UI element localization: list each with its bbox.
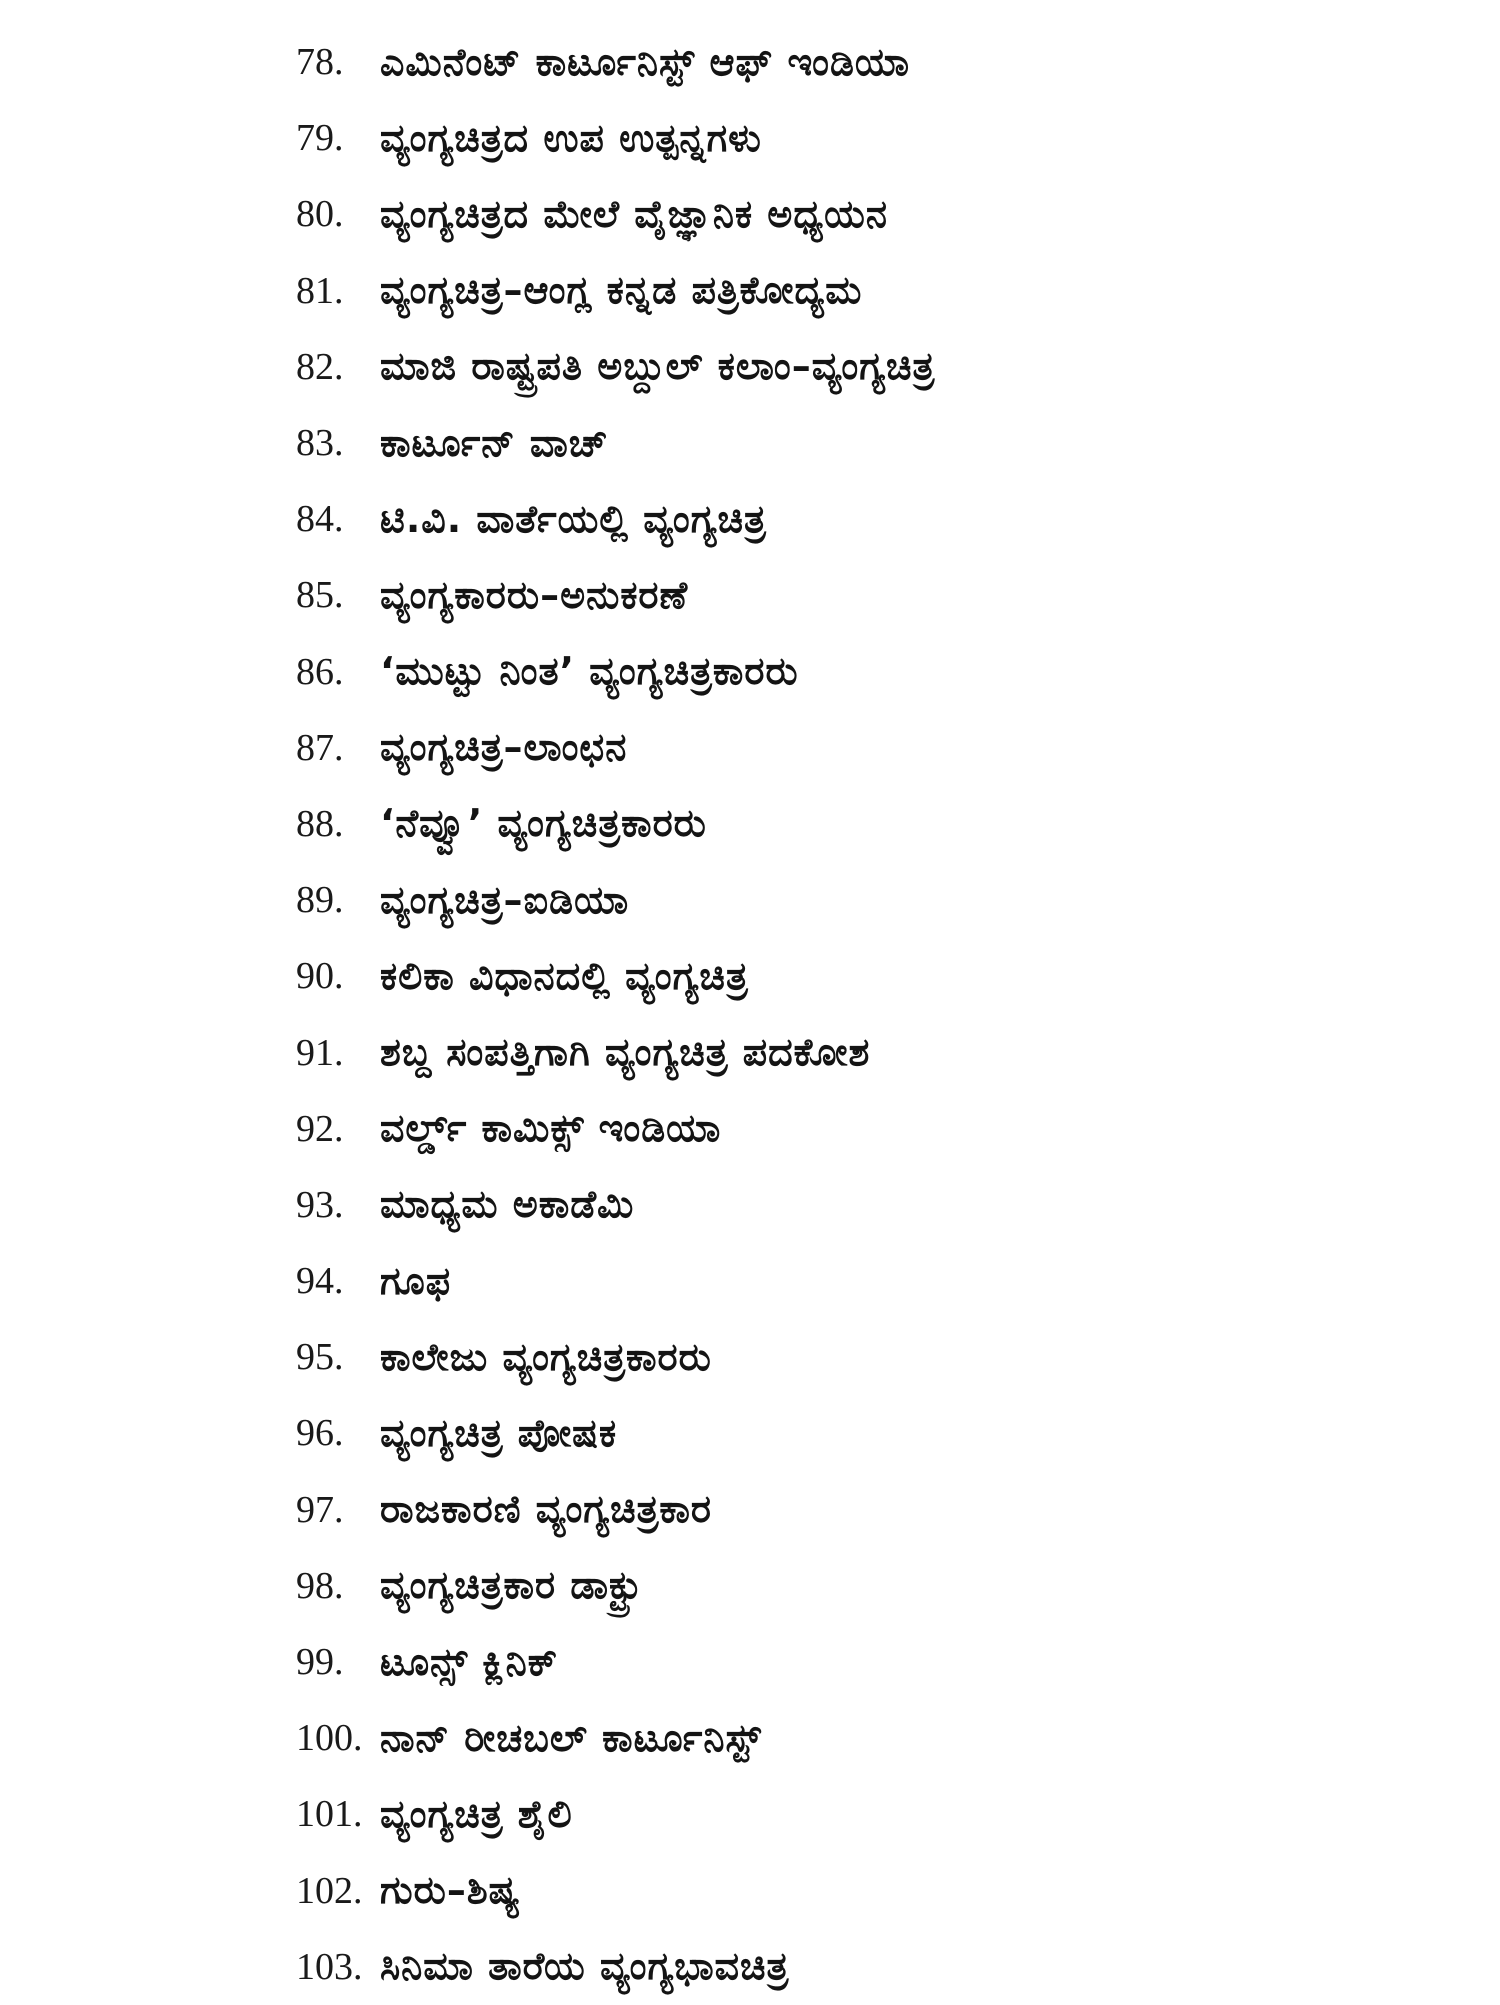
item-number: 94. (296, 1260, 344, 1303)
item-number: 86. (296, 650, 344, 693)
item-number: 87. (296, 726, 344, 769)
item-title: ವ್ಯಂಗ್ಯಕಾರರು–ಅನುಕರಣೆ (380, 572, 689, 617)
item-title: ಗುರು–ಶಿಷ್ಯ (380, 1868, 521, 1913)
item-title: ವ್ಯಂಗ್ಯಚಿತ್ರದ ಮೇಲೆ ವೈಜ್ಞಾನಿಕ ಅಧ್ಯಯನ (380, 191, 888, 236)
item-title: ಮಾಧ್ಯಮ ಅಕಾಡೆಮಿ (380, 1182, 635, 1227)
item-number: 81. (296, 269, 344, 312)
item-number: 93. (296, 1183, 344, 1226)
item-number: 90. (296, 955, 344, 998)
list-item (296, 1091, 1296, 1167)
item-title: ಟೂನ್ಸ್ ಕ್ಲಿನಿಕ್ (380, 1639, 559, 1684)
list-item (296, 1624, 1296, 1700)
item-title: ‘ಮುಟ್ಟು ನಿಂತ’ ವ್ಯಂಗ್ಯಚಿತ್ರಕಾರರು (380, 649, 799, 694)
list-item (296, 24, 1296, 100)
item-title: ಟಿ.ವಿ. ವಾರ್ತೆಯಲ್ಲಿ ವ್ಯಂಗ್ಯಚಿತ್ರ (380, 496, 767, 541)
list-item (296, 405, 1296, 481)
item-title: ‘ನೆವ್ವೂ’ ವ್ಯಂಗ್ಯಚಿತ್ರಕಾರರು (380, 801, 707, 846)
item-number: 89. (296, 879, 344, 922)
item-title: ಕಾಲೇಜು ವ್ಯಂಗ್ಯಚಿತ್ರಕಾರರು (380, 1334, 712, 1379)
item-title: ವ್ಯಂಗ್ಯಚಿತ್ರ ಪೋಷಕ (380, 1410, 618, 1455)
list-item (296, 100, 1296, 176)
item-title: ಗೂಫ (380, 1258, 452, 1303)
item-title: ವ್ಯಂಗ್ಯಚಿತ್ರ ಶೈಲಿ (380, 1791, 573, 1836)
item-number: 96. (296, 1412, 344, 1455)
list-item (296, 176, 1296, 252)
list-item (296, 1929, 1296, 2005)
item-number: 82. (296, 345, 344, 388)
item-title: ಎಮಿನೆಂಟ್ ಕಾರ್ಟೂನಿಸ್ಟ್ ಆಫ್ ಇಂಡಿಯಾ (380, 39, 911, 84)
item-title: ನಾನ್ ರೀಚಬಲ್ ಕಾರ್ಟೂನಿಸ್ಟ್ (380, 1715, 762, 1760)
list-item (296, 329, 1296, 405)
item-title: ಮಾಜಿ ರಾಷ್ಟ್ರಪತಿ ಅಬ್ದುಲ್ ಕಲಾಂ–ವ್ಯಂಗ್ಯಚಿತ್ರ (380, 344, 936, 389)
list-item (296, 1776, 1296, 1852)
list-item (296, 1395, 1296, 1471)
list-item (296, 1243, 1296, 1319)
item-title: ಸಿನಿಮಾ ತಾರೆಯ ವ್ಯಂಗ್ಯಭಾವಚಿತ್ರ (380, 1944, 790, 1989)
list-item (296, 634, 1296, 710)
item-number: 103. (296, 1945, 363, 1988)
item-number: 101. (296, 1793, 363, 1836)
list-item (296, 1014, 1296, 1090)
list-item (296, 1853, 1296, 1929)
item-title: ವ್ಯಂಗ್ಯಚಿತ್ರಕಾರ ಡಾಕ್ಟ್ರು (380, 1563, 644, 1608)
item-number: 78. (296, 41, 344, 84)
list-item (296, 786, 1296, 862)
list-item (296, 1472, 1296, 1548)
item-number: 95. (296, 1336, 344, 1379)
list-item (296, 557, 1296, 633)
item-number: 99. (296, 1641, 344, 1684)
list-item (296, 938, 1296, 1014)
item-number: 92. (296, 1107, 344, 1150)
list-item (296, 1548, 1296, 1624)
item-number: 79. (296, 117, 344, 160)
list-item (296, 1167, 1296, 1243)
item-title: ವ್ಯಂಗ್ಯಚಿತ್ರ–ಐಡಿಯಾ (380, 877, 630, 922)
item-title: ರಾಜಕಾರಣಿ ವ್ಯಂಗ್ಯಚಿತ್ರಕಾರ (380, 1487, 712, 1532)
list-item (296, 481, 1296, 557)
item-title: ಶಬ್ದ ಸಂಪತ್ತಿಗಾಗಿ ವ್ಯಂಗ್ಯಚಿತ್ರ ಪದಕೋಶ (380, 1030, 871, 1075)
item-number: 83. (296, 422, 344, 465)
item-title: ವ್ಯಂಗ್ಯಚಿತ್ರದ ಉಪ ಉತ್ಪನ್ನಗಳು (380, 115, 762, 160)
item-title: ವ್ಯಂಗ್ಯಚಿತ್ರ–ಲಾಂಛನ (380, 725, 628, 770)
item-number: 91. (296, 1031, 344, 1074)
list-item (296, 253, 1296, 329)
item-number: 84. (296, 498, 344, 541)
item-number: 98. (296, 1564, 344, 1607)
item-number: 80. (296, 193, 344, 236)
contents-list (296, 24, 1296, 2005)
item-title: ಕಾರ್ಟೂನ್ ವಾಚ್ (380, 420, 609, 465)
list-item (296, 1700, 1296, 1776)
list-item (296, 710, 1296, 786)
item-title: ವ್ಯಂಗ್ಯಚಿತ್ರ–ಆಂಗ್ಲ ಕನ್ನಡ ಪತ್ರಿಕೋದ್ಯಮ (380, 268, 863, 313)
item-title: ವರ್ಲ್ಡ್ ಕಾಮಿಕ್ಸ್ ಇಂಡಿಯಾ (380, 1106, 722, 1151)
list-item (296, 862, 1296, 938)
item-number: 102. (296, 1869, 363, 1912)
item-number: 85. (296, 574, 344, 617)
item-number: 100. (296, 1717, 363, 1760)
item-number: 97. (296, 1488, 344, 1531)
item-number: 88. (296, 802, 344, 845)
item-title: ಕಲಿಕಾ ವಿಧಾನದಲ್ಲಿ ವ್ಯಂಗ್ಯಚಿತ್ರ (380, 953, 749, 998)
list-item (296, 1319, 1296, 1395)
